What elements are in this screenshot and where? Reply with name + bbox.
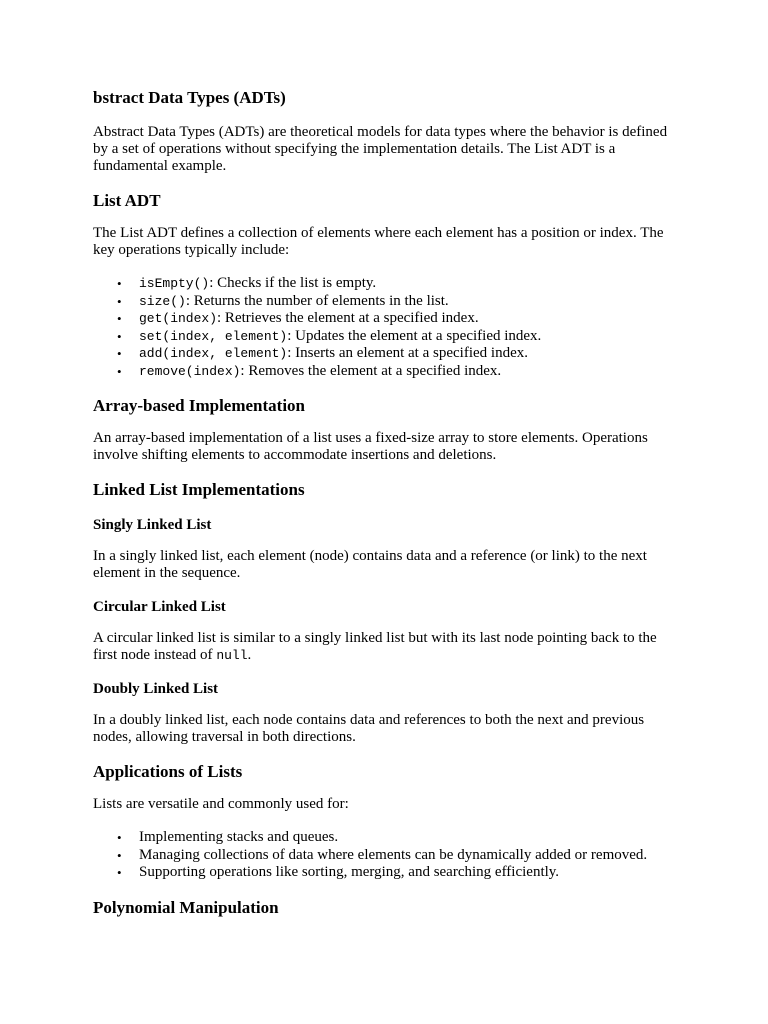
operation-desc: : Inserts an element at a specified index. — [287, 345, 528, 361]
section-heading-array-impl: Array-based Implementation — [93, 396, 306, 415]
bullet-icon: • — [117, 346, 122, 361]
document-page — [93, 88, 683, 932]
null-code: null — [216, 648, 248, 663]
subheading-circular-linked: Circular Linked List — [93, 599, 226, 615]
operation-desc: : Retrieves the element at a specified index. — [217, 310, 479, 326]
application-text: Implementing stacks and queues. — [139, 829, 339, 845]
list-item — [93, 345, 683, 363]
subheading-singly-linked: Singly Linked List — [93, 517, 212, 533]
bullet-icon: • — [117, 830, 122, 845]
bullet-icon: • — [117, 328, 122, 344]
circular-linked-paragraph — [93, 630, 683, 664]
operation-code: size() — [139, 293, 186, 309]
operation-desc: : Returns the number of elements in the list. — [185, 292, 449, 309]
application-text: Supporting operations like sorting, merging, and searching efficiently. — [139, 864, 560, 880]
list-item — [93, 847, 683, 865]
list-item — [93, 275, 683, 293]
list-adt-paragraph: The List ADT defines a collection of elements where each element has a position or index. The key operations typically include: — [93, 225, 664, 258]
circular-text-after: . — [247, 647, 252, 663]
bullet-icon: • — [117, 847, 122, 863]
list-item — [93, 363, 683, 381]
array-impl-paragraph: An array-based implementation of a list uses a fixed-size array to store elements. Operations involve shifting elements to accommodate insertions and deletions. — [93, 430, 648, 463]
list-item — [93, 328, 683, 346]
list-adt-operations — [93, 275, 683, 380]
intro-paragraph: Abstract Data Types (ADTs) are theoretical models for data types where the behavior is defined by a set of operations without specifying the implementation details. The List ADT is a fundamental example. — [93, 124, 668, 174]
operation-code: add(index, element) — [139, 346, 288, 361]
section-heading-applications: Applications of Lists — [93, 762, 243, 781]
application-text: Managing collections of data where elements can be dynamically added or removed. — [139, 846, 648, 863]
circular-text-before: A circular linked list is similar to a singly linked list but with its last node pointing back to the first node instead of — [93, 630, 657, 663]
applications-paragraph: Lists are versatile and commonly used for: — [93, 796, 349, 812]
bullet-icon: • — [117, 363, 122, 379]
section-heading-linked-lists: Linked List Implementations — [93, 480, 305, 499]
doubly-linked-paragraph: In a doubly linked list, each node contains data and references to both the next and previous nodes, allowing traversal in both directions. — [93, 712, 645, 745]
list-item — [93, 310, 683, 328]
list-item — [93, 864, 683, 882]
operation-desc: : Checks if the list is empty. — [209, 275, 377, 291]
list-item — [93, 293, 683, 311]
operation-code: set(index, element) — [139, 328, 288, 344]
list-item — [93, 829, 683, 847]
operation-code: isEmpty() — [139, 276, 210, 291]
section-heading-list-adt: List ADT — [93, 191, 161, 210]
applications-list — [93, 829, 683, 882]
page-title: bstract Data Types (ADTs) — [93, 88, 286, 107]
operation-desc: : Updates the element at a specified index. — [287, 327, 542, 344]
singly-linked-paragraph: In a singly linked list, each element (node) contains data and a reference (or link) to the next element in the sequence. — [93, 548, 647, 581]
bullet-icon: • — [117, 276, 122, 291]
operation-code: remove(index) — [139, 363, 241, 379]
section-heading-polynomial: Polynomial Manipulation — [93, 897, 279, 917]
bullet-icon: • — [117, 311, 122, 326]
operation-desc: : Removes the element at a specified index. — [240, 362, 502, 379]
bullet-icon: • — [117, 293, 122, 309]
subheading-doubly-linked: Doubly Linked List — [93, 681, 219, 697]
bullet-icon: • — [117, 865, 122, 880]
operation-code: get(index) — [139, 311, 218, 326]
